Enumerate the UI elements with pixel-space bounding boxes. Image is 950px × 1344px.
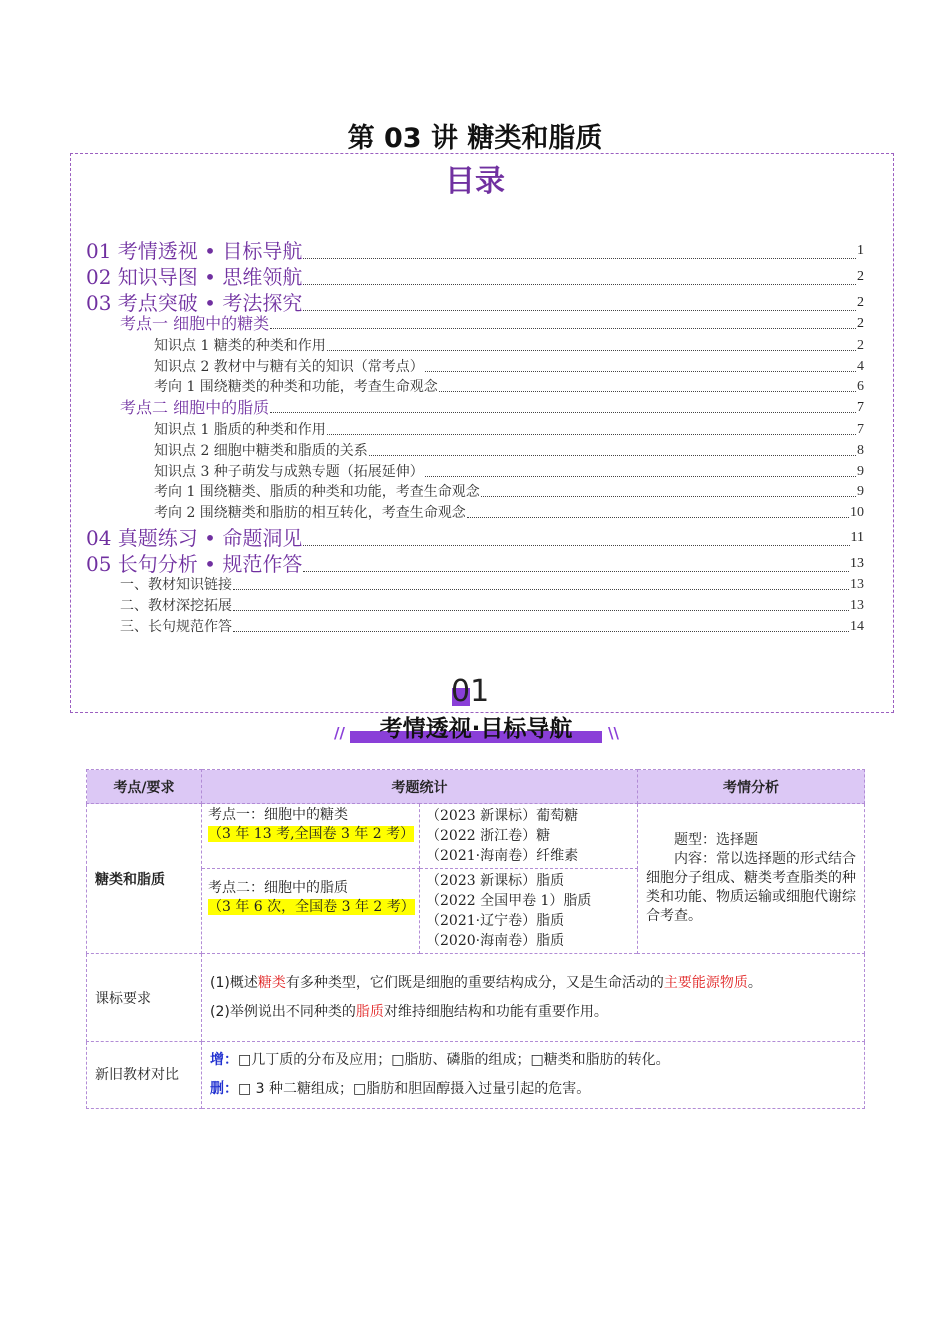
curriculum-cell bbox=[202, 954, 865, 1042]
toc-entry-page: 4 bbox=[857, 359, 864, 374]
toc-entry[interactable] bbox=[86, 290, 864, 316]
req-keyword: 主要能源物质 bbox=[663, 974, 748, 991]
header-analysis: 考情分析 bbox=[638, 770, 865, 804]
toc-entry[interactable] bbox=[120, 575, 864, 595]
del-text: □ 3 种二糖组成；□脂肪和胆固醇摄入过量引起的危害。 bbox=[238, 1081, 591, 1097]
toc-entry-page: 2 bbox=[857, 269, 864, 284]
compare-del bbox=[210, 1075, 856, 1104]
topic-cell: 糖类和脂质 bbox=[87, 804, 202, 954]
toc-entry-label: 01 考情透视 • 目标导航 bbox=[86, 239, 303, 263]
toc-entry-label: 二、教材深挖拓展 bbox=[120, 598, 232, 614]
toc-entry[interactable] bbox=[154, 377, 864, 397]
toc-entry-page: 2 bbox=[857, 295, 864, 310]
toc-entry[interactable] bbox=[120, 398, 864, 418]
toc-entry[interactable] bbox=[86, 525, 864, 551]
add-label: 增： bbox=[210, 1052, 238, 1068]
toc-entry-label: 知识点 2 教材中与糖有关的知识（常考点） bbox=[154, 359, 424, 375]
toc-entry-label: 考向 1 围绕糖类、脂质的种类和功能，考查生命观念 bbox=[154, 484, 480, 500]
toc-entry[interactable] bbox=[86, 551, 864, 577]
toc-entry-label: 考点一 细胞中的糖类 bbox=[120, 314, 270, 333]
toc-entry[interactable] bbox=[120, 596, 864, 616]
table-row bbox=[87, 804, 865, 869]
table-row bbox=[87, 954, 865, 1042]
toc-entry-page: 9 bbox=[857, 464, 864, 479]
toc-entry-page: 8 bbox=[857, 443, 864, 458]
section-number: 01 bbox=[451, 674, 490, 709]
toc-leader-dots bbox=[270, 328, 856, 329]
toc-leader-dots bbox=[270, 412, 856, 413]
toc-entry[interactable] bbox=[154, 482, 864, 502]
header-topic: 考点/要求 bbox=[87, 770, 202, 804]
toc-entry[interactable] bbox=[154, 503, 864, 523]
curriculum-req-1 bbox=[210, 969, 856, 998]
toc-leader-dots bbox=[467, 517, 849, 518]
toc-entry-label: 知识点 1 脂质的种类和作用 bbox=[154, 422, 326, 438]
toc-entry-page: 7 bbox=[857, 400, 864, 415]
section-slash-left: // bbox=[334, 724, 345, 742]
toc-entry-label: 04 真题练习 • 命题洞见 bbox=[86, 526, 303, 550]
toc-leader-dots bbox=[327, 350, 856, 351]
toc-entry-label: 一、教材知识链接 bbox=[120, 577, 232, 593]
toc-leader-dots bbox=[303, 258, 856, 259]
toc-entry-page: 11 bbox=[850, 530, 864, 545]
point1-count: （3 年 13 考,全国卷 3 年 2 考） bbox=[208, 826, 415, 842]
toc-leader-dots bbox=[327, 434, 856, 435]
list-item: （2021·辽宁卷）脂质 bbox=[426, 913, 565, 929]
list-item: （2022 浙江卷）糖 bbox=[426, 828, 551, 844]
toc-entry[interactable] bbox=[86, 264, 864, 290]
req-keyword: 糖类 bbox=[257, 974, 286, 991]
toc-leader-dots bbox=[369, 455, 856, 456]
del-label: 删： bbox=[210, 1081, 238, 1097]
toc-entry[interactable] bbox=[86, 238, 864, 264]
section-title: 考情透视·目标导航 bbox=[379, 716, 573, 742]
toc-entry-label: 05 长句分析 • 规范作答 bbox=[86, 552, 303, 576]
toc-entry-page: 14 bbox=[850, 619, 864, 634]
toc-leader-dots bbox=[481, 496, 856, 497]
toc-entry-page: 2 bbox=[857, 338, 864, 353]
list-item: （2023 新课标）葡萄糖 bbox=[426, 808, 579, 824]
toc-entry[interactable] bbox=[154, 420, 864, 440]
toc-entry[interactable] bbox=[120, 617, 864, 637]
analysis-content: 内容：常以选择题的形式结合细胞分子组成、糖类考查脂类的种类和功能、物质运输或细胞代谢综合考查。 bbox=[646, 851, 856, 924]
toc-entry-page: 6 bbox=[857, 379, 864, 394]
point2-cell bbox=[202, 869, 420, 954]
toc-leader-dots bbox=[233, 589, 849, 590]
list-item: （2021·海南卷）纤维素 bbox=[426, 848, 579, 864]
toc-entry-page: 13 bbox=[850, 577, 864, 592]
toc-entry-label: 03 考点突破 • 考法探究 bbox=[86, 291, 303, 315]
req-text: 对维持细胞结构和功能有重要作用。 bbox=[383, 1003, 608, 1020]
table-header-row bbox=[87, 770, 865, 804]
req-keyword: 脂质 bbox=[355, 1003, 384, 1020]
toc-entry-page: 1 bbox=[857, 243, 864, 258]
toc-leader-dots bbox=[303, 284, 856, 285]
toc-entry-label: 考向 2 围绕糖类和脂肪的相互转化，考查生命观念 bbox=[154, 505, 466, 521]
list-item: （2023 新课标）脂质 bbox=[426, 873, 565, 889]
point1-years bbox=[420, 804, 638, 869]
compare-add bbox=[210, 1046, 856, 1075]
toc-entry[interactable] bbox=[154, 441, 864, 461]
req-text: 有多种类型，它们既是细胞的重要结构成分，又是生命活动的 bbox=[285, 974, 664, 991]
toc-entry-label: 知识点 2 细胞中糖类和脂质的关系 bbox=[154, 443, 368, 459]
toc-leader-dots bbox=[233, 631, 849, 632]
analysis-cell bbox=[638, 804, 865, 954]
point1-cell bbox=[202, 804, 420, 869]
exam-stat-table bbox=[86, 769, 865, 1109]
toc-entry[interactable] bbox=[154, 336, 864, 356]
header-stats: 考题统计 bbox=[202, 770, 638, 804]
table-row bbox=[87, 1042, 865, 1109]
toc-heading: 目录 bbox=[445, 164, 505, 199]
toc-leader-dots bbox=[233, 610, 849, 611]
toc-leader-dots bbox=[303, 310, 856, 311]
compare-label: 新旧教材对比 bbox=[87, 1042, 202, 1109]
point2-count: （3 年 6 次，全国卷 3 年 2 考） bbox=[208, 899, 415, 915]
toc-entry-label: 知识点 1 糖类的种类和作用 bbox=[154, 338, 326, 354]
toc-entry-page: 13 bbox=[850, 556, 864, 571]
curriculum-req-2 bbox=[210, 998, 856, 1027]
toc-entry[interactable] bbox=[154, 462, 864, 482]
point1-name: 考点一：细胞中的糖类 bbox=[208, 807, 348, 823]
toc-entry-label: 考点二 细胞中的脂质 bbox=[120, 398, 270, 417]
toc-leader-dots bbox=[303, 571, 849, 572]
toc-entry-label: 02 知识导图 • 思维领航 bbox=[86, 265, 303, 289]
toc-leader-dots bbox=[425, 371, 856, 372]
toc-entry[interactable] bbox=[120, 314, 864, 334]
toc-leader-dots bbox=[439, 391, 856, 392]
toc-entry-page: 13 bbox=[850, 598, 864, 613]
toc-leader-dots bbox=[303, 545, 849, 546]
toc-entry-page: 9 bbox=[857, 484, 864, 499]
toc-entry-label: 知识点 3 种子萌发与成熟专题（拓展延伸） bbox=[154, 464, 424, 480]
toc-entry-page: 7 bbox=[857, 422, 864, 437]
toc-entry-label: 三、长句规范作答 bbox=[120, 619, 232, 635]
toc-leader-dots bbox=[425, 476, 856, 477]
req-text: (1)概述 bbox=[210, 974, 258, 991]
toc-entry-page: 2 bbox=[857, 316, 864, 331]
point2-years bbox=[420, 869, 638, 954]
list-item: （2022 全国甲卷 1）脂质 bbox=[426, 893, 592, 909]
analysis-type: 题型：选择题 bbox=[674, 832, 758, 848]
page-title: 第 03 讲 糖类和脂质 bbox=[347, 123, 603, 154]
point2-name: 考点二：细胞中的脂质 bbox=[208, 880, 348, 896]
section-slash-right: \\ bbox=[608, 724, 619, 742]
compare-cell bbox=[202, 1042, 865, 1109]
toc-entry-label: 考向 1 围绕糖类的种类和功能，考查生命观念 bbox=[154, 379, 438, 395]
add-text: □几丁质的分布及应用；□脂肪、磷脂的组成；□糖类和脂肪的转化。 bbox=[238, 1052, 670, 1068]
list-item: （2020·海南卷）脂质 bbox=[426, 933, 565, 949]
toc-entry[interactable] bbox=[154, 357, 864, 377]
req-text: 。 bbox=[747, 974, 762, 991]
curriculum-label: 课标要求 bbox=[87, 954, 202, 1042]
toc-entry-page: 10 bbox=[850, 505, 864, 520]
req-text: (2)举例说出不同种类的 bbox=[210, 1003, 356, 1020]
